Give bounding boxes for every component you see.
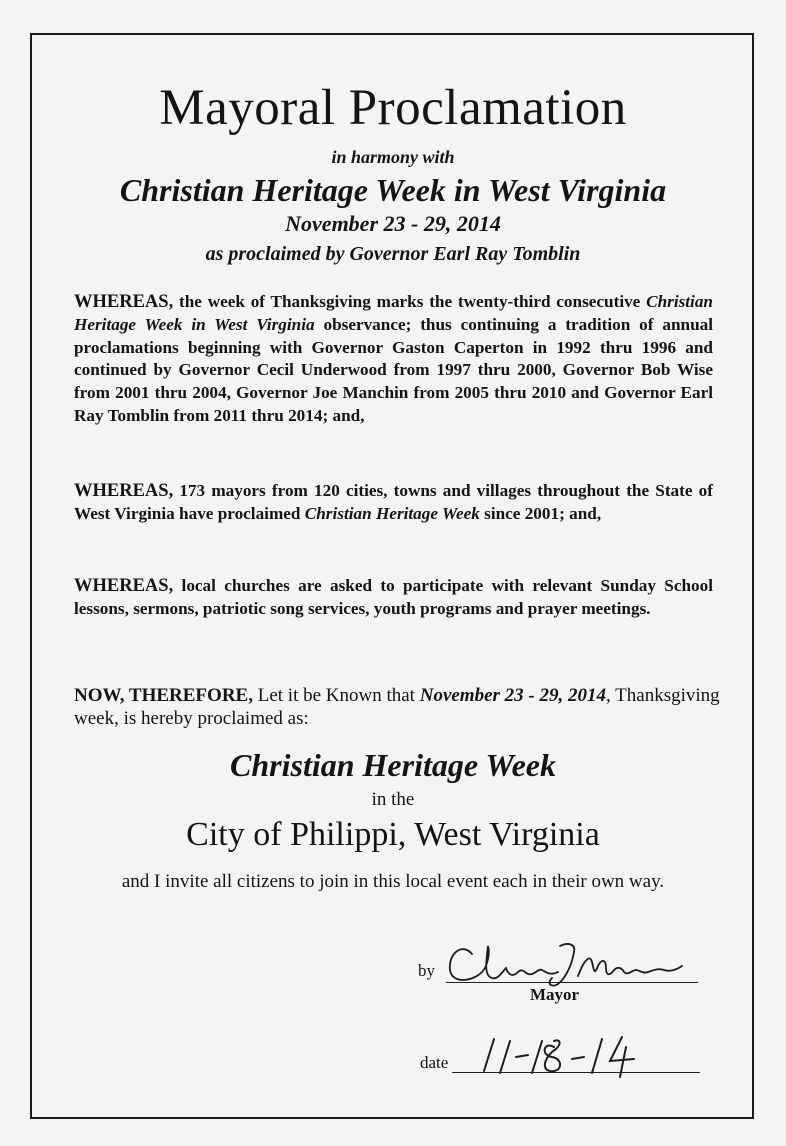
whereas-lead: WHEREAS,	[74, 481, 174, 501]
whereas-paragraph-1	[74, 291, 713, 428]
whereas-emphasis: Christian Heritage Week in West Virginia	[74, 292, 713, 334]
signature-line	[446, 982, 698, 983]
whereas-paragraph-3	[74, 575, 713, 621]
whereas-lead: WHEREAS,	[74, 292, 174, 312]
therefore-paragraph	[74, 684, 722, 730]
whereas-text: since 2001; and,	[479, 503, 602, 523]
therefore-text: Let it be Known that	[252, 685, 420, 706]
mayor-signature	[442, 932, 702, 992]
subtitle-harmony: in harmony with	[331, 147, 455, 167]
subtitle-proclaimed-by: as proclaimed by Governor Earl Ray Tomblin	[205, 243, 581, 265]
therefore-lead: NOW, THEREFORE,	[74, 685, 253, 706]
proclaimed-city: City of Philippi, West Virginia	[186, 816, 600, 853]
whereas-emphasis: Christian Heritage Week	[304, 503, 480, 523]
proclaimed-in-the: in the	[371, 789, 415, 810]
whereas-text: observance; thus continuing a tradition of annual proclamations beginning with Governor Gaston Caperton in 1992 thru 1996 and continued by Governor Cecil Underwood from 1997 thru 2000, Governor Bob Wise from 2001 thru 2004, Governor Joe Manchin from 2005 thru 2010 and Governor Earl Ray Tomblin from 2011 thru 2014; and,	[74, 314, 713, 425]
whereas-text: the week of Thanksgiving marks the twenty-third consecutive	[173, 292, 647, 311]
date-label: date	[420, 1053, 449, 1072]
therefore-text: , Thanksgiving week, is hereby proclaimed as:	[74, 685, 720, 729]
subtitle-dates: November 23 - 29, 2014	[285, 211, 501, 236]
by-label: by	[418, 961, 435, 980]
whereas-lead: WHEREAS,	[74, 576, 174, 596]
whereas-paragraph-2	[74, 480, 713, 526]
whereas-text: 173 mayors from 120 cities, towns and villages throughout the State of West Virginia have proclaimed	[74, 481, 713, 523]
page-title: Mayoral Proclamation	[159, 80, 627, 136]
whereas-text: local churches are asked to participate with relevant Sunday School lessons, sermons, patriotic song services, youth programs and prayer meetings.	[74, 576, 713, 618]
date-line	[452, 1072, 700, 1073]
proclaimed-event: Christian Heritage Week	[230, 747, 556, 783]
invitation-text: and I invite all citizens to join in this local event each in their own way.	[121, 871, 665, 892]
subtitle-event-name: Christian Heritage Week in West Virginia	[119, 172, 667, 208]
mayor-label: Mayor	[530, 985, 580, 1004]
therefore-dates: November 23 - 29, 2014	[419, 685, 606, 706]
